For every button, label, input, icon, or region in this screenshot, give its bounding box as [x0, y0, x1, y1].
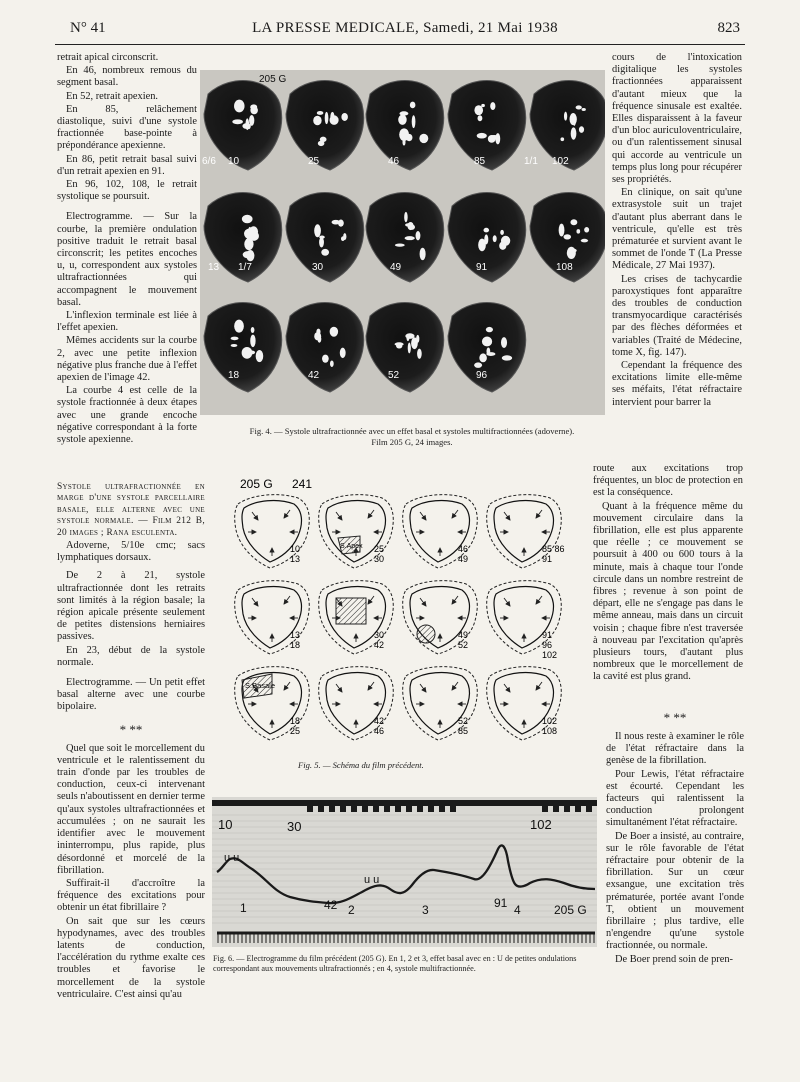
paragraph: Electrogramme. — Sur la courbe, la première ondulation positive traduit le retrait basal circonscrit; les petites encoches u, u, correspondent aux systoles ultrafractionnées qui accompagnent le mouvement basal. [57, 211, 197, 308]
highlight-spot [419, 134, 428, 143]
highlight-spot [322, 355, 329, 363]
right-column-bottom [606, 712, 744, 967]
heart-photo [448, 81, 526, 170]
fig6-label: 1 [240, 901, 247, 915]
schema-frame-label: 13 [290, 630, 301, 640]
schema-frame-label: 18 [290, 716, 301, 726]
highlight-spot [330, 360, 334, 367]
figure-6-caption: Fig. 6. — Electrogramme du film précédent (205 G). En 1, 2 et 3, effet basal avec en : U de petites ondulations correspondant aux mouvements ultrafractionnés ; en 4, systole multifractionnée. [213, 954, 577, 973]
figure-4-caption-line1: Fig. 4. — Systole ultrafractionnée avec un effet basal et systoles multifractionnées (adoverne). [249, 426, 575, 436]
highlight-spot [395, 342, 404, 346]
highlight-spot [319, 237, 324, 247]
paragraph: En 86, petit retrait basal suivi d'un retrait apexien en 91. [57, 153, 197, 177]
highlight-spot [320, 137, 327, 142]
paragraph: route aux excitations trop fréquentes, un bloc de protection en est la conséquence. [593, 463, 743, 499]
fig6-label: 30 [287, 819, 302, 834]
schema-cell [403, 495, 478, 568]
highlight-spot [420, 248, 426, 260]
schema-frame-label: 10 [290, 544, 301, 554]
highlight-spot [313, 116, 321, 125]
schema-frame-label: 30 [374, 554, 385, 564]
highlight-spot [406, 334, 409, 342]
highlight-spot [489, 135, 499, 139]
highlight-spot [560, 137, 564, 141]
fig6-label: 102 [530, 817, 552, 832]
highlight-spot [579, 126, 584, 133]
highlight-spot [317, 111, 324, 115]
paragraph: En clinique, on sait qu'une extrasystole suit un trajet d'autant plus aberrant dans le ventricule, qu'elle est très prématurée et survient avant le sommet de l'onde T (La Presse Médicale, 27 Mai 1937). [612, 187, 742, 272]
highlight-spot [477, 133, 487, 139]
fig4-frame-label: 25 [308, 156, 320, 167]
highlight-spot [321, 249, 329, 256]
schema-cell [319, 495, 394, 568]
page-header [70, 20, 740, 42]
fig6-label: 4 [514, 903, 521, 917]
paragraph: Il nous reste à examiner le rôle de l'état réfractaire dans la genèse de la fibrillation. [606, 731, 744, 767]
header-rule [55, 44, 745, 45]
paragraph: On sait que sur les cœurs hypodynames, avec des troubles latents de conduction, l'accélération du rythme exalte ces troubles et favorise le morcellement de la systole ventriculaire. C'est ainsi qu'au [57, 915, 205, 1000]
highlight-spot [410, 102, 416, 109]
highlight-spot [330, 327, 338, 337]
fig6-label: 2 [348, 903, 355, 917]
fig5-film-label: 205 G [240, 477, 273, 491]
highlight-spot [582, 108, 586, 111]
highlight-spot [242, 123, 250, 129]
fig4-frame-label: 13 [208, 262, 220, 273]
highlight-spot [256, 350, 264, 362]
highlight-spot [564, 112, 567, 121]
issue-number: N° 41 [70, 20, 106, 36]
journal-title: LA PRESSE MEDICALE, Samedi, 21 Mai 1938 [252, 20, 558, 36]
highlight-spot [234, 100, 245, 113]
paragraph: Quant à la fréquence même du mouvement circulaire dans la fibrillation, elle est plus apparente que réelle ; ce mouvement se poursuit à 400 ou 600 tours à la minute, mais à chaque tour l'onde circule dans un nombre restreint de fibres ; revenue à son point de départ, elle ne s'engage pas dans le même anneau, mais dans un circuit voisin ; chaque fibre n'est traversée à nouveau par l'excitation qu'après plusieurs tours, d'autant plus nombreux que le morcellement de la cavité est plus grand. [593, 500, 743, 683]
fig6-label: 3 [422, 903, 429, 917]
highlight-spot [499, 242, 506, 250]
fig6-label: 42 [324, 898, 338, 912]
heart-photo [366, 193, 444, 282]
paragraph: En 85, relâchement diastolique, suivi d'une systole fractionnée base-pointe à prépondérance apexienne. [57, 103, 197, 152]
page-number: 823 [717, 20, 740, 36]
right-column-top [612, 52, 742, 410]
paragraph: De Boer a insisté, au contraire, sur le rôle favorable de l'état réfractaire pour obtenir de la fibrillation. Sur un cœur exsangue, une excitation très prématurée, portée avant l'onde T, obtient un mouvement fibrillaire ; plus tardive, elle n'engendre qu'une systole fractionnée, ou normale. [606, 830, 744, 952]
paragraph: De Boer prend soin de pren- [615, 953, 734, 965]
fig4-frame-label: 42 [308, 370, 320, 381]
schema-frame-label: 42 [374, 640, 385, 650]
schema-cell [319, 581, 394, 654]
highlight-spot [479, 353, 487, 362]
highlight-spot [231, 344, 238, 347]
highlight-spot [501, 337, 507, 348]
figure-6-trace [212, 797, 597, 947]
highlight-spot [567, 247, 576, 259]
paragraph: Electrogramme. — Un petit effet basal alterne avec une courbe bipolaire. [57, 677, 205, 713]
heart-photo [366, 81, 444, 170]
heart-photo [286, 303, 364, 392]
highlight-spot [402, 139, 405, 146]
schema-frame-label: 52 [458, 640, 469, 650]
paragraph: retrait apical circonscrit. [57, 52, 159, 63]
schema-frame-label: 108 [542, 726, 558, 736]
highlight-spot [340, 348, 346, 358]
highlight-spot [474, 362, 482, 367]
schema-cell [319, 667, 394, 740]
highlight-spot [559, 224, 565, 237]
schema-frame-label: 42 [374, 716, 385, 726]
fig4-frame-label: 6/6 [202, 156, 216, 167]
highlight-spot [570, 113, 577, 125]
figure-5-caption: Fig. 5. — Schéma du film précédent. [298, 760, 424, 770]
fig4-frame-label: 46 [388, 156, 400, 167]
paragraph: En 46, nombreux remous du segment basal. [57, 65, 197, 89]
highlight-spot [244, 238, 253, 250]
highlight-spot [576, 229, 580, 233]
schema-cell [235, 581, 310, 654]
schema-frame-label: 18 [290, 640, 301, 650]
schema-cell [403, 667, 478, 740]
paragraph: De 2 à 21, systole ultrafractionnée dont les retraits sont limités à la région basale; la région apicale présente seulement de petites distensions herniaires passives. [57, 570, 205, 643]
highlight-spot [250, 335, 255, 347]
fig4-frame-label: 91 [476, 262, 488, 273]
fig5-film-label-2: 241 [292, 477, 313, 491]
paragraph: En 23, début de la systole normale. [57, 644, 205, 668]
schema-frame-label: 25 [374, 544, 385, 554]
heart-photo [204, 303, 282, 392]
highlight-spot [493, 235, 497, 242]
fig6-label: 205 G [554, 903, 587, 917]
highlight-spot [482, 336, 492, 346]
heart-photo [286, 81, 364, 170]
highlight-spot [481, 104, 485, 107]
fig4-frame-label: 205 G [259, 74, 287, 85]
highlight-spot [484, 234, 488, 244]
highlight-spot [325, 112, 329, 124]
schema-frame-label: 91 [542, 554, 553, 564]
highlight-spot [405, 236, 415, 240]
schema-cell [487, 667, 562, 740]
paragraph: En 52, retrait apexien. [66, 90, 159, 102]
paragraph: Les crises de tachycardie paroxystiques font apparaître des troubles de conduction transmyocardique caractérisés par des flèches déformées et variables (Traité de Médecine, tome X, fig. 147). [612, 273, 742, 358]
fig4-frame-label: 96 [476, 370, 488, 381]
schema-frame-label: 91 [542, 630, 553, 640]
schema-cell [235, 495, 310, 568]
highlight-spot [500, 230, 504, 235]
fig4-frame-label: 10 [228, 156, 240, 167]
schema-frame-label: 46 [458, 544, 469, 554]
paragraph: Quel que soit le morcellement du ventricule et le ralentissement du train d'onde par les troubles de conduction, ceux-ci intervenant seuls n'aboutissent en dernier terme qu'aux systoles ultrafractionnées et accumulées ; on ne saurait les identifier avec le mouvement ininterrompu, plus rapide, plus désordonné et morcelé de la fibrillation. [57, 742, 205, 876]
highlight-spot [478, 115, 483, 121]
highlight-spot [483, 228, 489, 233]
schema-frame-label: 52 [458, 716, 469, 726]
highlight-spot [242, 347, 253, 359]
highlight-spot [398, 115, 406, 125]
fig4-frame-label: 52 [388, 370, 400, 381]
paragraph: En 96, 102, 108, le retrait systolique se poursuit. [57, 179, 197, 203]
highlight-spot [571, 127, 577, 139]
highlight-spot [244, 229, 254, 239]
highlight-spot [314, 224, 321, 237]
paragraph: L'inflexion terminale est liée à l'effet apexien. [57, 310, 197, 334]
schema-frame-label: 85 86 [542, 544, 565, 554]
fig4-frame-label: 85 [474, 156, 486, 167]
section-stars: * ** [663, 710, 687, 725]
fig6-label: 91 [494, 896, 508, 910]
highlight-spot [474, 105, 483, 115]
highlight-spot [234, 320, 244, 333]
figure-4-photo-grid [200, 70, 605, 415]
section-heading: Systole ultrafractionnée en marge d'une systole parcellaire basale, elle alterne avec une systole normale. — Film 212 B, 20 images ; Rana esculenta. [57, 482, 205, 538]
left-column [57, 52, 197, 447]
paragraph: Adoverne, 5/10e cmc; sacs lymphatiques dorsaux. [57, 540, 205, 564]
paragraph: Cependant la fréquence des excitations limite elle-même ses méfaits, l'état réfractaire intervient pour barrer la [612, 360, 742, 408]
highlight-spot [486, 327, 493, 332]
fig6-label: 10 [218, 817, 233, 832]
figure-4-caption-line2: Film 205 G, 24 images. [371, 436, 453, 447]
paragraph: Mêmes accidents sur la courbe 2, avec une petite inflexion négative plus franche due à l'effet apexien de l'image 42. [57, 335, 197, 384]
fig4-frame-label: 102 [552, 156, 569, 167]
highlight-spot [570, 219, 577, 225]
schema-frame-label: 102 [542, 716, 558, 726]
schema-frame-label: 46 [374, 726, 385, 736]
paragraph: cours de l'intoxication digitalique les systoles fractionnées apparaissent d'autant mieux que la fréquence sinusale est exaltée. Elles disparaissent à la faveur d'un bloc auriculoventriculaire, ou d'un ralentissement sinusal qui accorde au ventricule un temps plus long pour récupérer ses propriétés. [612, 52, 742, 186]
highlight-spot [564, 234, 572, 239]
highlight-spot [490, 102, 495, 110]
paragraph: Suffirait-il d'accroître la fréquence des excitations pour obtenir un état fibrillaire ? [57, 877, 205, 914]
figure-5-schema [228, 472, 583, 757]
figure-4-caption [232, 426, 592, 447]
schema-cell [487, 581, 562, 660]
schema-frame-label: 30 [374, 630, 385, 640]
figure-5-diagram [228, 472, 583, 757]
fig6-label: u u [224, 852, 240, 864]
fig4-frame-label: 18 [228, 370, 240, 381]
fig4-frame-label: 49 [390, 262, 402, 273]
highlight-spot [250, 106, 257, 114]
schema-cell [487, 495, 565, 568]
highlight-spot [330, 115, 339, 125]
fig4-frame-label: 1/1 [524, 156, 538, 167]
figure-6-electrogram [212, 797, 597, 947]
highlight-spot [232, 119, 243, 124]
apex-label: S.Apex [340, 543, 363, 550]
highlight-spot [341, 236, 345, 241]
highlight-spot [584, 227, 589, 232]
schema-frame-label: 85 [458, 726, 469, 736]
highlight-spot [242, 215, 253, 224]
highlight-spot [570, 249, 577, 253]
basal-label: S.Basale [245, 681, 276, 690]
highlight-spot [581, 239, 588, 243]
fig4-frame-label: 1/7 [238, 262, 252, 273]
heart-photo [366, 303, 444, 392]
schema-frame-label: 25 [290, 726, 301, 736]
highlight-spot [316, 329, 320, 335]
schema-frame-label: 49 [458, 630, 469, 640]
highlight-spot [408, 343, 411, 354]
highlight-spot [486, 347, 490, 354]
paragraph: Pour Lewis, l'état réfractaire est écourté. Cependant les facteurs qui ralentissent la conduction prolongent simultanément l'état réfractaire. [606, 768, 744, 829]
schema-cell [403, 581, 478, 654]
highlight-spot [416, 335, 419, 343]
fig4-frame-label: 30 [312, 262, 324, 273]
highlight-spot [341, 113, 348, 121]
left-column-lower [57, 482, 205, 1002]
highlight-spot [251, 327, 255, 333]
fig4-frame-label: 108 [556, 262, 573, 273]
section-stars: * ** [119, 721, 143, 737]
highlight-spot [417, 349, 422, 359]
highlight-spot [246, 250, 254, 261]
highlight-spot [576, 105, 582, 109]
figure-4-photos [200, 70, 605, 415]
highlight-spot [395, 243, 405, 246]
schema-frame-label: 13 [290, 554, 301, 564]
highlight-spot [317, 336, 321, 343]
schema-frame-label: 49 [458, 554, 469, 564]
schema-frame-label: 96 [542, 640, 553, 650]
highlight-spot [404, 212, 407, 222]
highlight-spot [338, 220, 344, 227]
schema-cell [235, 667, 310, 740]
fig6-label: u u [364, 874, 380, 886]
highlight-spot [412, 115, 416, 128]
heart-photo [286, 193, 364, 282]
highlight-spot [416, 231, 421, 240]
highlight-spot [409, 225, 415, 230]
highlight-spot [502, 355, 512, 360]
highlight-spot [231, 337, 239, 341]
paragraph: La courbe 4 est celle de la systole fractionnée à deux étapes avec une grande encoche négative correspondant à la forte systole apexienne. [57, 385, 197, 446]
schema-frame-label: 102 [542, 650, 558, 660]
right-column-wide [593, 463, 743, 685]
